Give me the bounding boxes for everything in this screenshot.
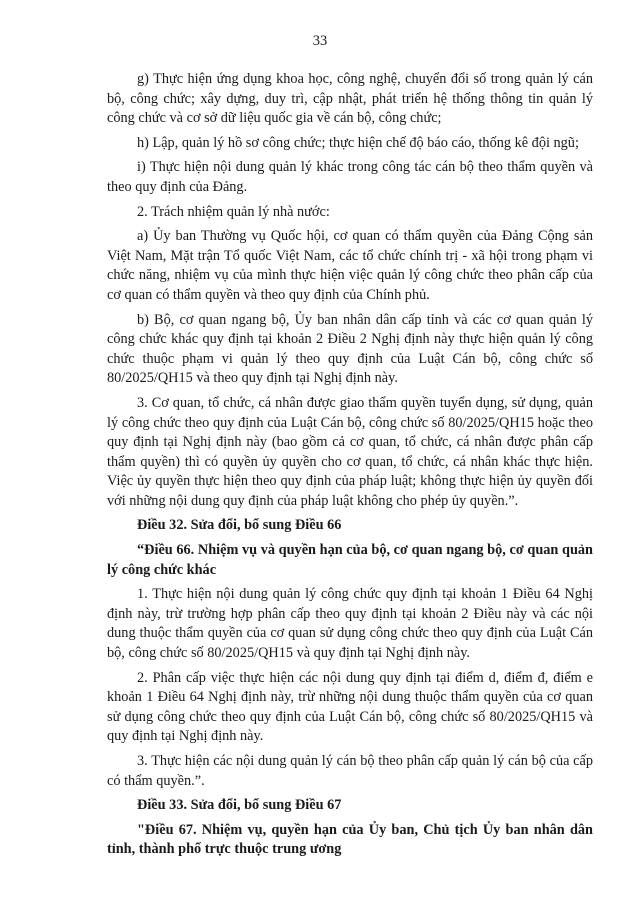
body-paragraph: g) Thực hiện ứng dụng khoa học, công nghệ, chuyển đổi số trong quản lý cán bộ, công chức; xây dựng, duy trì, cập nhật, phát triển hệ thống thông tin quản lý công chức và cơ sở dữ liệu quốc gia về cán bộ, công chức; xyxy=(107,71,593,127)
body-paragraph: a) Ủy ban Thường vụ Quốc hội, cơ quan có thẩm quyền của Đảng Cộng sản Việt Nam, Mặt trận Tổ quốc Việt Nam, các tổ chức chính trị - xã hội trong phạm vi chức năng, nhiệm vụ của mình thực hiện việc quản lý công chức theo phân cấp của cơ quan có thẩm quyền và theo quy định của Chính phủ. xyxy=(107,228,593,303)
article-heading: Điều 33. Sửa đổi, bổ sung Điều 67 xyxy=(137,797,342,814)
page-number: 33 xyxy=(312,33,328,49)
body-paragraph: h) Lập, quản lý hồ sơ công chức; thực hiện chế độ báo cáo, thống kê đội ngũ; xyxy=(137,134,579,151)
body-paragraph: b) Bộ, cơ quan ngang bộ, Ủy ban nhân dân cấp tỉnh và các cơ quan quản lý công chức khác quy định tại khoản 2 Điều 2 Nghị định này thực hiện quản lý công chức thuộc phạm vi quản lý theo quy định của Luật Cán bộ, công chức số 80/2025/QH15 và theo quy định tại Nghị định này. xyxy=(107,311,593,387)
body-paragraph: 3. Thực hiện các nội dung quản lý cán bộ theo phân cấp quản lý cán bộ của cấp có thẩm quyền.”. xyxy=(107,753,593,789)
quoted-article-heading: “Điều 66. Nhiệm vụ và quyền hạn của bộ, cơ quan ngang bộ, cơ quan quản lý công chức khác xyxy=(107,542,593,578)
body-paragraph: 2. Phân cấp việc thực hiện các nội dung quy định tại điểm d, điểm đ, điểm e khoản 1 Điều 64 Nghị định này, trừ những nội dung thuộc thẩm quyền của cơ quan sử dụng công chức theo quy định của Luật Cán bộ, công chức số 80/2025/QH15 và quy định tại Nghị định này. xyxy=(107,669,593,745)
document-body xyxy=(107,70,593,865)
article-heading: Điều 32. Sửa đổi, bổ sung Điều 66 xyxy=(137,517,342,534)
body-paragraph: 2. Trách nhiệm quản lý nhà nước: xyxy=(137,203,330,220)
body-paragraph: 3. Cơ quan, tổ chức, cá nhân được giao thẩm quyền tuyển dụng, sử dụng, quản lý công chức theo quy định của Luật Cán bộ, công chức số 80/2025/QH15 hoặc theo quy định tại Nghị định này (bao gồm cả cơ quan, tổ chức, cá nhân được phân cấp thẩm quyền) thì có quyền ủy quyền cho cơ quan, tổ chức, cá nhân khác thực hiện. Việc ủy quyền thực hiện theo quy định của pháp luật; không thực hiện ủy quyền đối với những nội dung quy định của pháp luật không cho phép ủy quyền.”. xyxy=(107,394,593,509)
body-paragraph: i) Thực hiện nội dung quản lý khác trong công tác cán bộ theo thẩm quyền và theo quy định của Đảng. xyxy=(107,159,593,195)
body-paragraph: 1. Thực hiện nội dung quản lý công chức quy định tại khoản 1 Điều 64 Nghị định này, trừ trường hợp phân cấp theo quy định tại khoản 2 Điều này và các nội dung thuộc thẩm quyền của cơ quan sử dụng công chức theo quy định của Luật Cán bộ, công chức số 80/2025/QH15 và quy định tại Nghị định này. xyxy=(107,586,593,662)
quoted-article-heading: "Điều 67. Nhiệm vụ, quyền hạn của Ủy ban, Chủ tịch Ủy ban nhân dân tỉnh, thành phố trực thuộc trung ương xyxy=(107,821,593,858)
